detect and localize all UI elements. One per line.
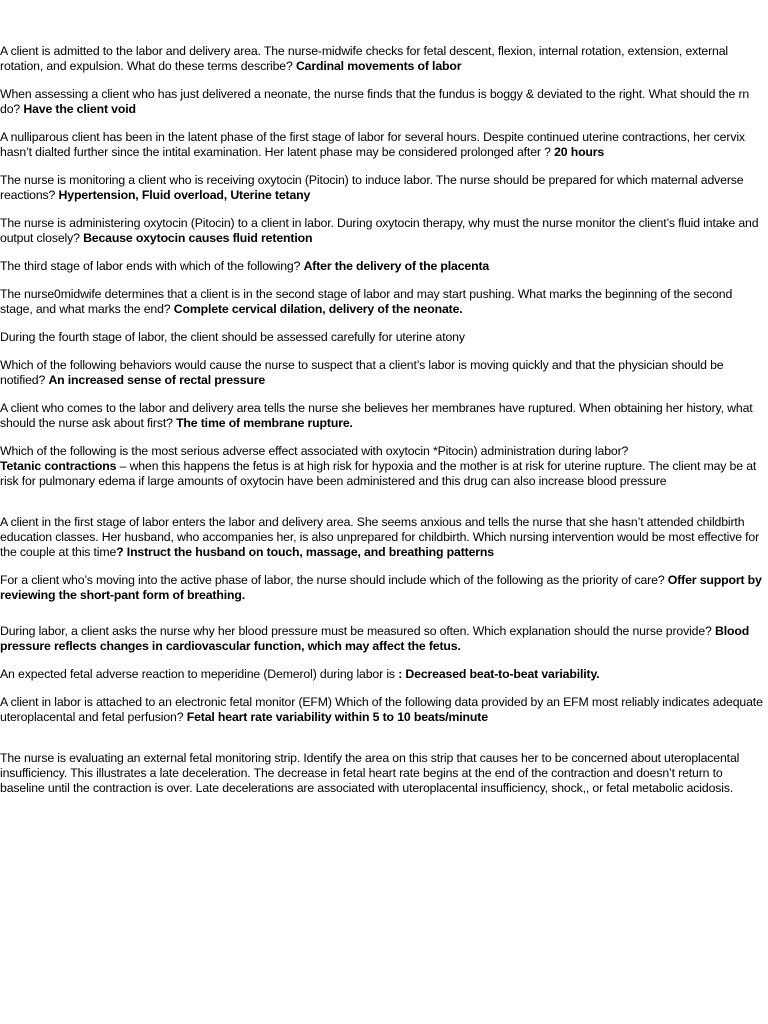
answer-note: – when this happens the fetus is at high risk for hypoxia and the mother is at risk for uterine rupture. The client may be at risk for pulmonary edema if large amounts of oxytocin have been administered and this drug can also increase blood pressure [0, 459, 757, 488]
answer-text: : Decreased beat-to-beat variability. [398, 667, 600, 681]
question-17 [0, 751, 768, 796]
question-text: A client in the first stage of labor enters the labor and delivery area. She seems anxious and tells the nurse that she hasn’t attended childbirth education classes. Her husband, who accompanies her, is also unprepared for childbirth. Which nursing intervention would be most effective for the couple at this time [0, 515, 760, 559]
question-text: Which of the following is the most serious adverse effect associated with oxytocin *Pitocin) administration during labor? [0, 444, 629, 458]
answer-text: An increased sense of rectal pressure [48, 373, 266, 387]
question-text: The nurse is evaluating an external fetal monitoring strip. Identify the area on this strip that causes her to be concerned about uteroplacental insufficiency. This illustrates a late deceleration. The decrease in fetal heart rate begins at the end of the contraction and doesn’t return to baseline until the contraction is over. Late decelerations are associated with uteroplacental insufficiency, shock,, or fetal metabolic acidosis. [0, 751, 740, 795]
answer-text: ? Instruct the husband on touch, massage, and breathing patterns [116, 545, 494, 559]
question-12 [0, 515, 768, 560]
question-16 [0, 695, 768, 725]
question-3 [0, 130, 768, 160]
question-text: During labor, a client asks the nurse why her blood pressure must be measured so often. Which explanation should the nurse provide? [0, 624, 712, 638]
question-text: A client is admitted to the labor and delivery area. The nurse-midwife checks for fetal descent, flexion, internal rotation, extension, external rotation, and expulsion. What do these terms describe? [0, 44, 729, 73]
answer-text: Cardinal movements of labor [295, 59, 462, 73]
question-9 [0, 358, 768, 388]
question-13 [0, 573, 768, 603]
answer-text: Hypertension, Fluid overload, Uterine tetany [58, 188, 311, 202]
question-2 [0, 87, 768, 117]
answer-text: The time of membrane rupture. [176, 416, 353, 430]
question-text: When assessing a client who has just delivered a neonate, the nurse finds that the fundus is boggy & deviated to the right. What should the rn do? [0, 87, 750, 116]
answer-text: Complete cervical dilation, delivery of the neonate. [173, 302, 463, 316]
question-10 [0, 401, 768, 431]
question-4 [0, 173, 768, 203]
answer-text: Have the client void [23, 102, 136, 116]
answer-text: 20 hours [554, 145, 605, 159]
question-text: An expected fetal adverse reaction to meperidine (Demerol) during labor is [0, 667, 395, 681]
answer-text: Fetal heart rate variability within 5 to 10 beats/minute [186, 710, 488, 724]
question-14 [0, 624, 768, 654]
question-text: The nurse is monitoring a client who is receiving oxytocin (Pitocin) to induce labor. The nurse should be prepared for which maternal adverse reactions? [0, 173, 744, 202]
question-7 [0, 287, 768, 317]
question-text: A client who comes to the labor and delivery area tells the nurse she believes her membranes have ruptured. When obtaining her history, what should the nurse ask about first? [0, 401, 753, 430]
question-6 [0, 259, 768, 274]
answer-text: Because oxytocin causes fluid retention [83, 231, 313, 245]
question-text: The third stage of labor ends with which of the following? [0, 259, 301, 273]
question-text: A nulliparous client has been in the latent phase of the first stage of labor for several hours. Despite continued uterine contractions, her cervix hasn’t dialted further since the intital examination. Her latent phase may be considered prolonged after ? [0, 130, 745, 159]
question-text: Which of the following behaviors would cause the nurse to suspect that a client’s labor is moving quickly and that the physician should be notified? [0, 358, 724, 387]
answer-text: Blood pressure reflects changes in cardiovascular function, which may affect the fetus. [0, 624, 750, 653]
document-body [0, 44, 768, 809]
answer-text: Offer support by reviewing the short-pant form of breathing. [0, 573, 762, 602]
question-text: The nurse0midwife determines that a client is in the second stage of labor and may start pushing. What marks the beginning of the second stage, and what marks the end? [0, 287, 733, 316]
question-text: During the fourth stage of labor, the client should be assessed carefully for uterine atony [0, 330, 465, 344]
question-1 [0, 44, 768, 74]
answer-text: After the delivery of the placenta [303, 259, 490, 273]
question-text: For a client who’s moving into the active phase of labor, the nurse should include which of the following as the priority of care? [0, 573, 665, 587]
question-5 [0, 216, 768, 246]
question-11 [0, 444, 768, 489]
answer-text: Tetanic contractions [0, 459, 117, 473]
question-text: A client in labor is attached to an electronic fetal monitor (EFM) Which of the following data provided by an EFM most reliably indicates adequate uteroplacental and fetal perfusion? [0, 695, 763, 724]
question-text: The nurse is administering oxytocin (Pitocin) to a client in labor. During oxytocin therapy, why must the nurse monitor the client’s fluid intake and output closely? [0, 216, 759, 245]
question-8 [0, 330, 768, 345]
question-15 [0, 667, 768, 682]
